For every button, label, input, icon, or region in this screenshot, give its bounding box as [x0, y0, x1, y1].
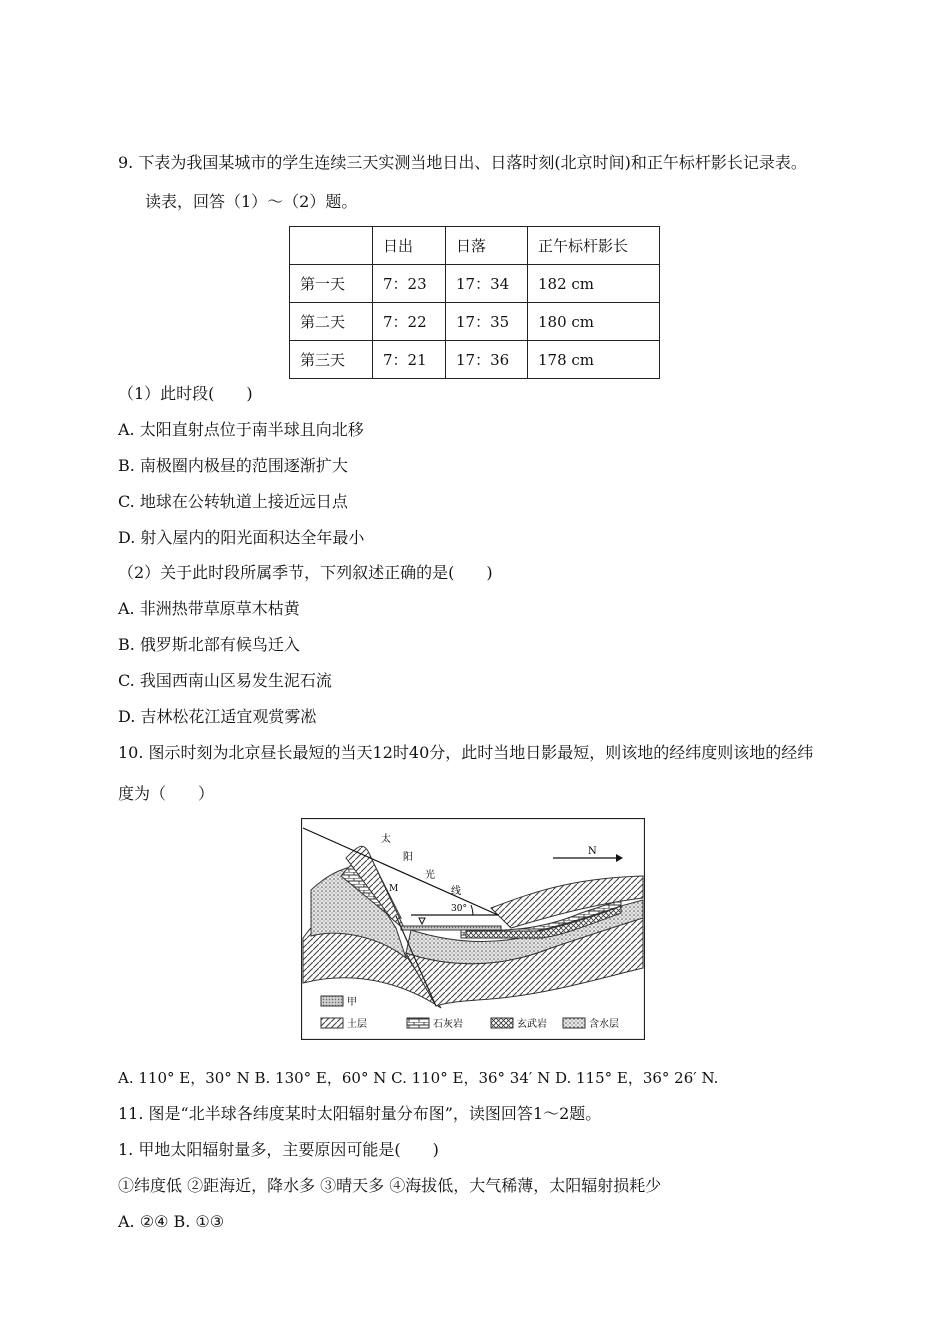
m-label: M: [389, 884, 399, 894]
sun-label: 阳: [403, 852, 413, 863]
geology-diagram: [301, 818, 645, 1040]
option-b: B. 俄罗斯北部有候鸟迁入: [118, 635, 300, 654]
table-header-cell: [290, 227, 373, 265]
option-d: D. 吉林松花江适宜观赏雾凇: [118, 707, 317, 726]
q9-sub2-question: （2）关于此时段所属季节，下列叙述正确的是( ): [118, 563, 493, 582]
table-cell: 7：22: [373, 303, 446, 341]
jia-layer: [401, 926, 501, 930]
table-row: [290, 341, 660, 379]
table-cell: 第一天: [290, 265, 373, 303]
table-row: [290, 265, 660, 303]
option-c: C. 我国西南山区易发生泥石流: [118, 671, 332, 690]
sun-label: 太: [381, 834, 391, 845]
sun-label: 线: [451, 886, 461, 897]
q11-stem: 11. 图是“北半球各纬度某时太阳辐射量分布图”，读图回答1～2题。: [118, 1104, 602, 1123]
legend-swatch-limestone: [407, 1018, 429, 1028]
legend-label: 玄武岩: [517, 1019, 547, 1030]
option-a: A. 非洲热带草原草木枯黄: [118, 599, 300, 618]
legend-label: 土层: [347, 1019, 367, 1030]
angle-label: 30°: [451, 904, 467, 914]
legend-swatch-aquifer: [563, 1018, 585, 1028]
table-cell: 第二天: [290, 303, 373, 341]
q9-instruction: 读表，回答（1）～（2）题。: [145, 192, 358, 211]
table-cell: 182 cm: [528, 265, 660, 303]
q10-stem-continued: 度为（ ）: [118, 784, 215, 803]
option-c: C. 地球在公转轨道上接近远日点: [118, 492, 348, 511]
table-row: [290, 303, 660, 341]
legend-label: 石灰岩: [433, 1019, 463, 1030]
table-cell: 17：34: [446, 265, 528, 303]
table-header-cell: 日落: [446, 227, 528, 265]
observation-table: [289, 226, 660, 379]
table-cell: 17：36: [446, 341, 528, 379]
q10-stem: 10. 图示时刻为北京昼长最短的当天12时40分，此时当地日影最短，则该地的经纬度则该地的经纬: [118, 743, 814, 762]
table-header-row: [290, 227, 660, 265]
table-cell: 7：23: [373, 265, 446, 303]
option-d: D. 射入屋内的阳光面积达全年最小: [118, 528, 365, 547]
q11-options: A. ②④ B. ①③: [118, 1212, 225, 1231]
table-cell: 7：21: [373, 341, 446, 379]
sun-label: 光: [425, 870, 435, 881]
table-header-cell: 日出: [373, 227, 446, 265]
table-cell: 第三天: [290, 341, 373, 379]
table-cell: 178 cm: [528, 341, 660, 379]
q11-sub1-question: 1. 甲地太阳辐射量多，主要原因可能是( ): [118, 1140, 439, 1159]
table-header-cell: 正午标杆影长: [528, 227, 660, 265]
q9-sub1-question: （1）此时段( ): [118, 384, 253, 403]
legend-swatch-jia: [321, 996, 343, 1006]
q11-choices: ①纬度低 ②距海近，降水多 ③晴天多 ④海拔低，大气稀薄，太阳辐射损耗少: [118, 1176, 662, 1195]
north-label: N: [588, 846, 597, 857]
option-a: A. 太阳直射点位于南半球且向北移: [118, 420, 364, 439]
table-cell: 180 cm: [528, 303, 660, 341]
table-cell: 17：35: [446, 303, 528, 341]
legend-swatch-soil: [321, 1018, 343, 1028]
option-b: B. 南极圈内极昼的范围逐渐扩大: [118, 456, 348, 475]
q10-options: A. 110° E，30° N B. 130° E，60° N C. 110° E，36° 34′ N D. 115° E，36° 26′ N.: [118, 1069, 719, 1087]
q9-stem: 9. 下表为我国某城市的学生连续三天实测当地日出、日落时刻(北京时间)和正午标杆影长记录表。: [118, 153, 807, 172]
legend-swatch-basalt: [491, 1018, 513, 1028]
legend-label: 甲: [347, 997, 357, 1008]
legend-label: 含水层: [589, 1019, 619, 1030]
